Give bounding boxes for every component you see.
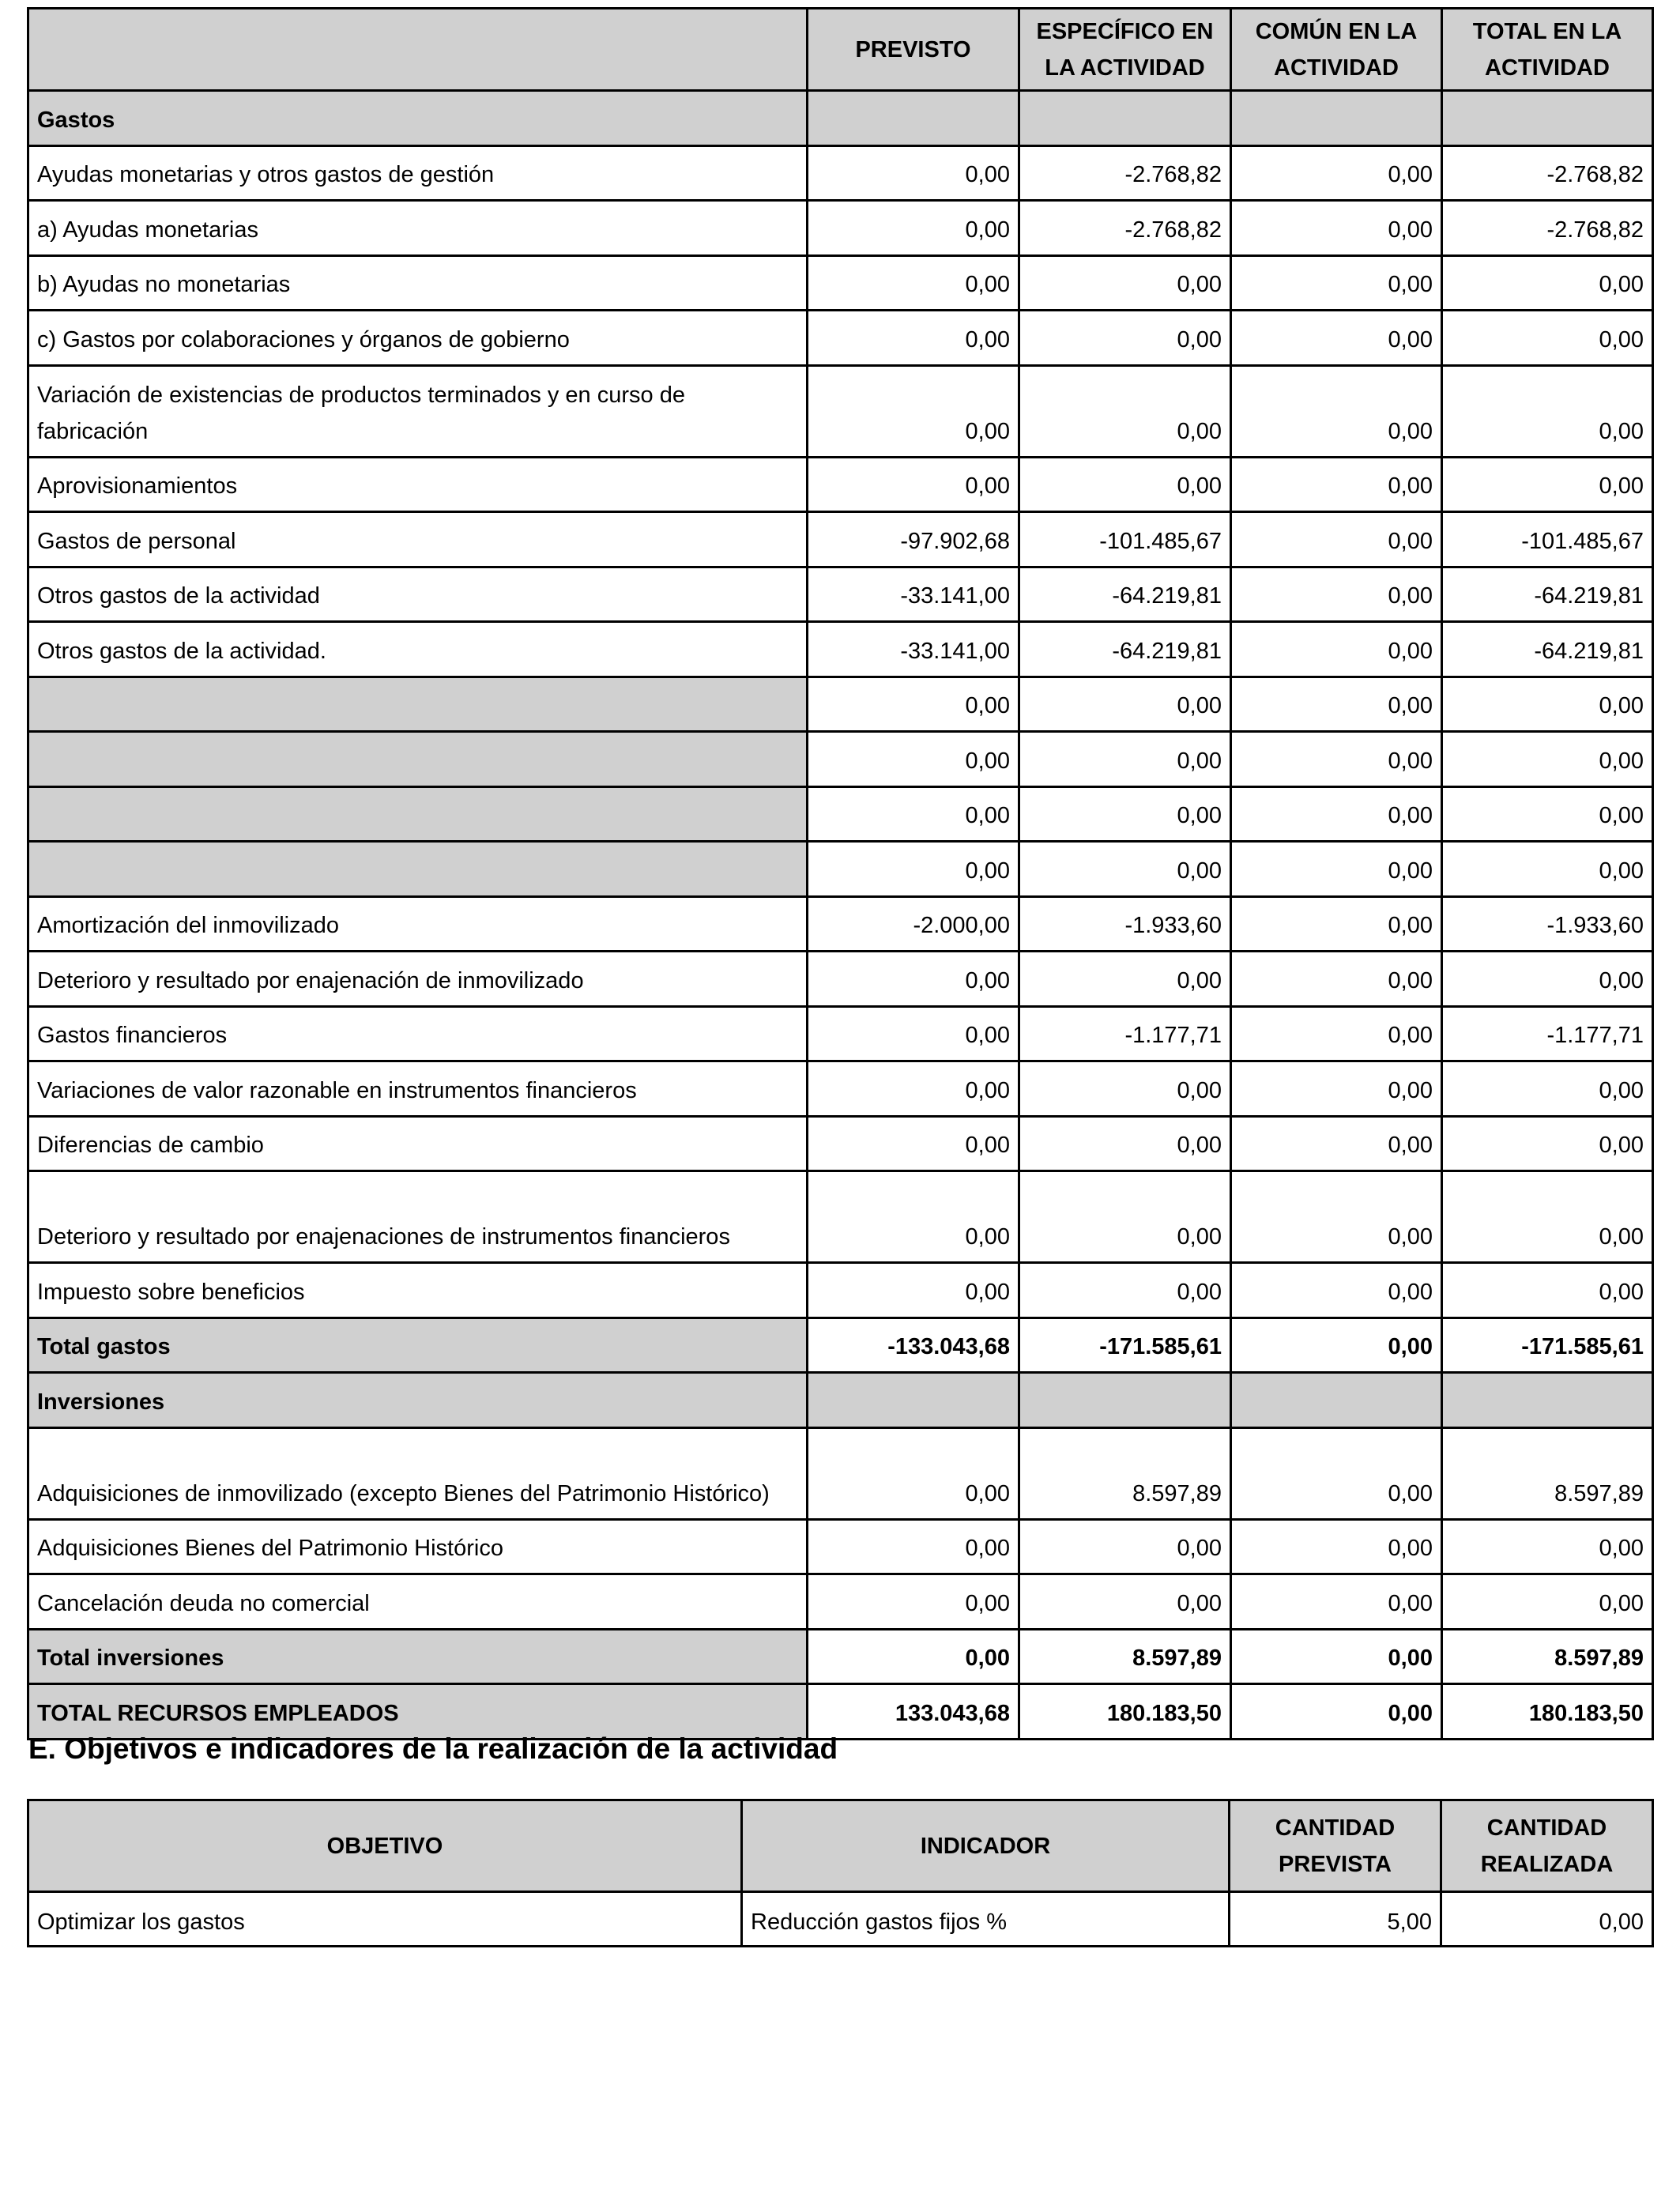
row-value: 0,00 — [808, 145, 1019, 201]
row-value: -101.485,67 — [1019, 512, 1231, 567]
row-value: 0,00 — [1231, 952, 1442, 1007]
header-cantidad-prevista: CANTIDAD PREVISTA — [1230, 1800, 1441, 1892]
row-label: Deterioro y resultado por enajenaciones de instrumentos financieros — [28, 1171, 808, 1263]
row-value: 0,00 — [1231, 1574, 1442, 1630]
row-value — [1019, 91, 1231, 146]
row-label: Total gastos — [28, 1318, 808, 1373]
row-value: 0,00 — [1442, 732, 1653, 787]
row-value: 0,00 — [1442, 1116, 1653, 1171]
cantidad-realizada-cell: 0,00 — [1441, 1892, 1653, 1947]
row-label: Inversiones — [28, 1373, 808, 1428]
objetivos-table — [27, 1799, 1654, 1947]
row-value: 0,00 — [1442, 311, 1653, 366]
table-row — [28, 1171, 1653, 1263]
row-value: 0,00 — [1231, 732, 1442, 787]
row-value: 0,00 — [1019, 732, 1231, 787]
row-value: 0,00 — [808, 842, 1019, 897]
header-row — [28, 9, 1653, 91]
row-value — [1019, 1373, 1231, 1428]
table-row — [28, 952, 1653, 1007]
table-row — [28, 1519, 1653, 1574]
row-label — [28, 842, 808, 897]
header-previsto: PREVISTO — [808, 9, 1019, 91]
row-value: -33.141,00 — [808, 567, 1019, 622]
row-label: Variaciones de valor razonable en instrumentos financieros — [28, 1061, 808, 1117]
row-label: Gastos financieros — [28, 1006, 808, 1061]
row-value: -33.141,00 — [808, 622, 1019, 677]
table-row — [28, 677, 1653, 732]
row-value: 0,00 — [1442, 1171, 1653, 1263]
row-value: 0,00 — [1019, 1061, 1231, 1117]
row-value: 0,00 — [1019, 365, 1231, 457]
row-label: Variación de existencias de productos terminados y en curso de fabricación — [28, 365, 808, 457]
row-value: 0,00 — [808, 201, 1019, 256]
row-value: 0,00 — [1231, 1061, 1442, 1117]
row-label — [28, 677, 808, 732]
row-value: 0,00 — [808, 1263, 1019, 1318]
row-value: 0,00 — [808, 677, 1019, 732]
header-especifico: ESPECÍFICO EN LA ACTIVIDAD — [1019, 9, 1231, 91]
row-value: 0,00 — [1442, 1263, 1653, 1318]
table-row — [28, 91, 1653, 146]
table-row — [28, 1116, 1653, 1171]
table-row — [28, 365, 1653, 457]
row-label: Impuesto sobre beneficios — [28, 1263, 808, 1318]
row-value: 8.597,89 — [1019, 1427, 1231, 1519]
row-value: 0,00 — [1019, 255, 1231, 311]
row-value: 0,00 — [1442, 365, 1653, 457]
row-value: 0,00 — [1442, 1519, 1653, 1574]
table-row — [28, 567, 1653, 622]
header-total: TOTAL EN LA ACTIVIDAD — [1442, 9, 1653, 91]
row-label: Otros gastos de la actividad. — [28, 622, 808, 677]
row-value: 0,00 — [1231, 201, 1442, 256]
row-value: -97.902,68 — [808, 512, 1019, 567]
row-label: Diferencias de cambio — [28, 1116, 808, 1171]
row-value: -64.219,81 — [1442, 567, 1653, 622]
row-value: 0,00 — [1231, 1171, 1442, 1263]
row-value: -64.219,81 — [1442, 622, 1653, 677]
table-row — [28, 1061, 1653, 1117]
row-value: 0,00 — [1231, 457, 1442, 512]
gastos-table-body — [28, 91, 1653, 1740]
row-value: 0,00 — [1231, 1318, 1442, 1373]
table-row — [28, 1006, 1653, 1061]
row-value: -1.177,71 — [1019, 1006, 1231, 1061]
row-value: 0,00 — [808, 1006, 1019, 1061]
row-value: 0,00 — [1231, 567, 1442, 622]
row-value: -2.768,82 — [1442, 145, 1653, 201]
row-label: Otros gastos de la actividad — [28, 567, 808, 622]
row-value: -171.585,61 — [1442, 1318, 1653, 1373]
row-value: 0,00 — [808, 1519, 1019, 1574]
row-value: 0,00 — [808, 786, 1019, 842]
row-value: 0,00 — [808, 1116, 1019, 1171]
row-value: 0,00 — [808, 1061, 1019, 1117]
header-objetivo: OBJETIVO — [28, 1800, 742, 1892]
row-value: 133.043,68 — [808, 1684, 1019, 1740]
row-label: Gastos de personal — [28, 512, 808, 567]
objetivo-row — [28, 1892, 1653, 1947]
row-label: c) Gastos por colaboraciones y órganos de gobierno — [28, 311, 808, 366]
table-row — [28, 1574, 1653, 1630]
row-value: 0,00 — [1231, 896, 1442, 952]
row-value: -101.485,67 — [1442, 512, 1653, 567]
table-row — [28, 896, 1653, 952]
row-value: 8.597,89 — [1442, 1629, 1653, 1684]
row-value: 8.597,89 — [1442, 1427, 1653, 1519]
table-row — [28, 311, 1653, 366]
row-value: 0,00 — [1442, 842, 1653, 897]
row-value: 0,00 — [1231, 311, 1442, 366]
row-value: 0,00 — [1231, 1427, 1442, 1519]
row-value: -1.933,60 — [1019, 896, 1231, 952]
row-label — [28, 786, 808, 842]
row-label: Total inversiones — [28, 1629, 808, 1684]
row-value: 0,00 — [808, 1574, 1019, 1630]
row-value: 0,00 — [1231, 622, 1442, 677]
row-value: -64.219,81 — [1019, 622, 1231, 677]
row-label — [28, 732, 808, 787]
row-value — [1231, 1373, 1442, 1428]
row-value: 0,00 — [1019, 1116, 1231, 1171]
row-label: Ayudas monetarias y otros gastos de gestión — [28, 145, 808, 201]
row-value: 0,00 — [1442, 1574, 1653, 1630]
row-label: b) Ayudas no monetarias — [28, 255, 808, 311]
table-row — [28, 622, 1653, 677]
row-value: 0,00 — [808, 1629, 1019, 1684]
row-value: 0,00 — [1019, 457, 1231, 512]
row-value: -171.585,61 — [1019, 1318, 1231, 1373]
row-value: 0,00 — [1442, 457, 1653, 512]
row-value: -133.043,68 — [808, 1318, 1019, 1373]
header-concept — [28, 9, 808, 91]
table-row — [28, 255, 1653, 311]
row-value: 8.597,89 — [1019, 1629, 1231, 1684]
row-value: 0,00 — [1019, 1171, 1231, 1263]
gastos-inversiones-table — [27, 7, 1654, 1740]
indicador-cell: Reducción gastos fijos % — [742, 1892, 1230, 1947]
row-value: -1.933,60 — [1442, 896, 1653, 952]
header-cantidad-realizada: CANTIDAD REALIZADA — [1441, 1800, 1653, 1892]
row-value: 0,00 — [808, 1427, 1019, 1519]
row-value: 0,00 — [1231, 842, 1442, 897]
row-value: 0,00 — [1019, 1263, 1231, 1318]
row-value: -1.177,71 — [1442, 1006, 1653, 1061]
cantidad-prevista-cell: 5,00 — [1230, 1892, 1441, 1947]
row-value: 0,00 — [1231, 1519, 1442, 1574]
row-value: 0,00 — [808, 365, 1019, 457]
objetivos-header-row — [28, 1800, 1653, 1892]
row-value: 0,00 — [1019, 786, 1231, 842]
table-row — [28, 1629, 1653, 1684]
table-row — [28, 145, 1653, 201]
table-row — [28, 1263, 1653, 1318]
row-value: 0,00 — [1019, 1574, 1231, 1630]
row-value: 0,00 — [1442, 786, 1653, 842]
row-label: Deterioro y resultado por enajenación de inmovilizado — [28, 952, 808, 1007]
row-value: 0,00 — [1231, 1116, 1442, 1171]
row-value: 0,00 — [1442, 952, 1653, 1007]
row-value: -2.768,82 — [1019, 145, 1231, 201]
row-value: 0,00 — [1231, 145, 1442, 201]
row-value: 0,00 — [1442, 255, 1653, 311]
table-row — [28, 732, 1653, 787]
table-row — [28, 457, 1653, 512]
row-value — [808, 1373, 1019, 1428]
row-value: 0,00 — [1231, 512, 1442, 567]
header-indicador: INDICADOR — [742, 1800, 1230, 1892]
row-value: 0,00 — [1231, 1006, 1442, 1061]
row-label: TOTAL RECURSOS EMPLEADOS — [28, 1684, 808, 1740]
objetivo-cell: Optimizar los gastos — [28, 1892, 742, 1947]
row-value: -2.768,82 — [1019, 201, 1231, 256]
row-label: Aprovisionamientos — [28, 457, 808, 512]
row-value: 0,00 — [808, 255, 1019, 311]
row-label: Amortización del inmovilizado — [28, 896, 808, 952]
row-value: 0,00 — [1231, 1629, 1442, 1684]
row-value — [1442, 1373, 1653, 1428]
row-label: Adquisiciones de inmovilizado (excepto Bienes del Patrimonio Histórico) — [28, 1427, 808, 1519]
row-value: 0,00 — [1019, 677, 1231, 732]
row-value: 0,00 — [1019, 842, 1231, 897]
row-label: Cancelación deuda no comercial — [28, 1574, 808, 1630]
table-row — [28, 1427, 1653, 1519]
header-comun: COMÚN EN LA ACTIVIDAD — [1231, 9, 1442, 91]
table-row — [28, 1373, 1653, 1428]
row-value: 180.183,50 — [1019, 1684, 1231, 1740]
table-row — [28, 842, 1653, 897]
row-value: 0,00 — [1019, 952, 1231, 1007]
table-row — [28, 1318, 1653, 1373]
row-label: Gastos — [28, 91, 808, 146]
row-value — [808, 91, 1019, 146]
row-value: 0,00 — [1019, 1519, 1231, 1574]
row-value: 0,00 — [1231, 786, 1442, 842]
row-value: 0,00 — [1019, 311, 1231, 366]
row-label: a) Ayudas monetarias — [28, 201, 808, 256]
row-label: Adquisiciones Bienes del Patrimonio Histórico — [28, 1519, 808, 1574]
table-row — [28, 201, 1653, 256]
row-value: 0,00 — [1231, 365, 1442, 457]
table-row — [28, 512, 1653, 567]
row-value: -2.000,00 — [808, 896, 1019, 952]
row-value: 0,00 — [808, 952, 1019, 1007]
row-value: 0,00 — [1442, 677, 1653, 732]
row-value: 0,00 — [808, 1171, 1019, 1263]
row-value: 0,00 — [808, 457, 1019, 512]
section-e-title: E. Objetivos e indicadores de la realización de la actividad — [28, 1732, 838, 1765]
row-value: 0,00 — [808, 732, 1019, 787]
row-value: 0,00 — [808, 311, 1019, 366]
row-value — [1442, 91, 1653, 146]
row-value: 180.183,50 — [1442, 1684, 1653, 1740]
row-value: 0,00 — [1231, 1684, 1442, 1740]
row-value: 0,00 — [1231, 1263, 1442, 1318]
objetivos-table-body — [28, 1892, 1653, 1947]
row-value: 0,00 — [1231, 255, 1442, 311]
row-value: -64.219,81 — [1019, 567, 1231, 622]
row-value — [1231, 91, 1442, 146]
table-row — [28, 786, 1653, 842]
row-value: -2.768,82 — [1442, 201, 1653, 256]
row-value: 0,00 — [1231, 677, 1442, 732]
row-value: 0,00 — [1442, 1061, 1653, 1117]
